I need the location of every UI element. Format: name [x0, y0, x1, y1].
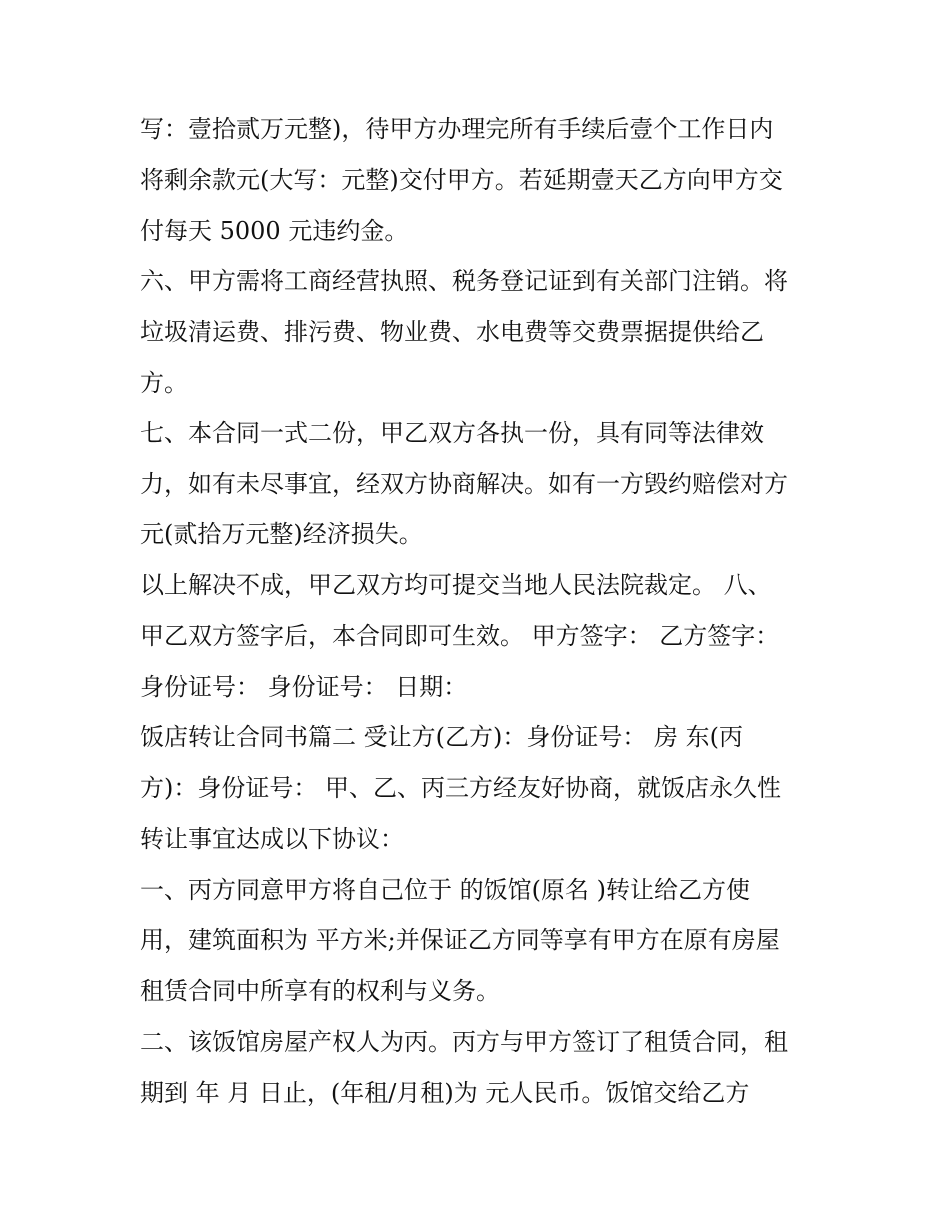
text-line: 用，建筑面积为 平方米;并保证乙方同等享有甲方在原有房屋	[140, 926, 780, 954]
text-line: 付每天 5000 元违约金。	[140, 217, 409, 245]
text-line: 方)：身份证号： 甲、乙、丙三方经友好协商，就饭店永久性	[140, 774, 781, 802]
text-line: 力，如有未尽事宜，经双方协商解决。如有一方毁约赔偿对方	[140, 470, 788, 498]
text-line: 六、甲方需将工商经营执照、税务登记证到有关部门注销。将	[140, 267, 788, 295]
text-line: 期到 年 月 日止，(年租/月租)为 元人民币。饭馆交给乙方	[140, 1079, 750, 1107]
text-line: 饭店转让合同书篇二 受让方(乙方)：身份证号： 房 东(丙	[140, 723, 743, 751]
text-line: 租赁合同中所享有的权利与义务。	[140, 977, 500, 1005]
text-line: 写：壹拾贰万元整)，待甲方办理完所有手续后壹个工作日内	[140, 115, 774, 143]
text-line: 垃圾清运费、排污费、物业费、水电费等交费票据提供给乙	[140, 318, 764, 346]
text-line: 二、该饭馆房屋产权人为丙。丙方与甲方签订了租赁合同，租	[140, 1028, 788, 1056]
text-line: 转让事宜达成以下协议：	[140, 825, 404, 853]
text-line: 方。	[140, 369, 188, 397]
text-line: 身份证号： 身份证号： 日期：	[140, 673, 468, 701]
text-line: 将剩余款元(大写：元整)交付甲方。若延期壹天乙方向甲方交	[140, 166, 783, 194]
text-line: 以上解决不成，甲乙双方均可提交当地人民法院裁定。 八、	[140, 571, 772, 599]
text-line: 甲乙双方签字后，本合同即可生效。 甲方签字： 乙方签字：	[140, 622, 780, 650]
text-line: 元(贰拾万元整)经济损失。	[140, 520, 423, 548]
text-line: 一、丙方同意甲方将自己位于 的饭馆(原名 )转让给乙方使	[140, 876, 750, 904]
text-line: 七、本合同一式二份，甲乙双方各执一份，具有同等法律效	[140, 419, 764, 447]
